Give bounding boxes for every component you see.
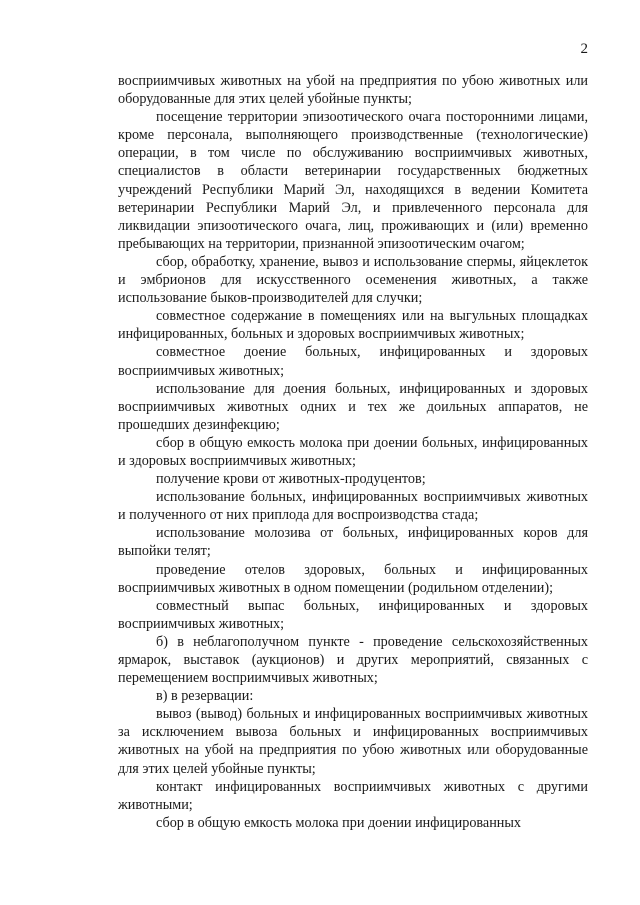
paragraph: контакт инфицированных восприимчивых животных с другими животными; [118,778,588,813]
paragraph: совместный выпас больных, инфицированных и здоровых восприимчивых животных; [118,597,588,632]
paragraph: сбор, обработку, хранение, вывоз и использование спермы, яйцеклеток и эмбрионов для искусственного осеменения животных, а также использование быков-производителей для случки; [118,253,588,307]
paragraph: получение крови от животных-продуцентов; [156,471,426,488]
page-number: 2 [580,41,588,57]
paragraph: вывоз (вывод) больных и инфицированных восприимчивых животных за исключением вывоза больных и инфицированных восприимчивых животных на убой на предприятия по убою животных или оборудованные для этих целей убойные пункты; [118,706,588,777]
paragraph: в) в резервации: [156,688,254,705]
document-body [118,72,588,832]
paragraph: совместное доение больных, инфицированных и здоровых восприимчивых животных; [118,344,588,379]
paragraph: сбор в общую емкость молока при доении больных, инфицированных и здоровых восприимчивых животных; [118,434,588,469]
paragraph: использование больных, инфицированных восприимчивых животных и полученного от них приплода для воспроизводства стада; [118,489,588,524]
paragraph: проведение отелов здоровых, больных и инфицированных восприимчивых животных в одном помещении (родильном отделении); [118,561,588,596]
paragraph: сбор в общую емкость молока при доении инфицированных [156,814,522,831]
paragraph: совместное содержание в помещениях или на выгульных площадках инфицированных, больных и здоровых восприимчивых животных; [118,308,588,343]
paragraph-continuation: восприимчивых животных на убой на предприятия по убою животных или оборудованные для этих целей убойные пункты; [118,73,588,108]
paragraph: использование для доения больных, инфицированных и здоровых восприимчивых животных одних и тех же доильных аппаратов, не прошедших дезинфекцию; [118,380,588,433]
paragraph: посещение территории эпизоотического очага посторонними лицами, кроме персонала, выполняющего производственные (технологические) операции, в том числе по обслуживанию восприимчивых животных, специалистов в области ветеринарии государственных бюджетных учреждений Республики Марий Эл, находящихся в ведении Комитета ветеринарии Республики Марий Эл, и привлеченного персонала для ликвидации эпизоотического очага, лиц, проживающих и (или) временно пребывающих на территории, признанной эпизоотическим очагом; [118,109,588,252]
paragraph: б) в неблагополучном пункте - проведение сельскохозяйственных ярмарок, выставок (аукционов) и других мероприятий, связанных с перемещением восприимчивых животных; [118,633,588,687]
paragraph: использование молозива от больных, инфицированных коров для выпойки телят; [118,525,588,560]
